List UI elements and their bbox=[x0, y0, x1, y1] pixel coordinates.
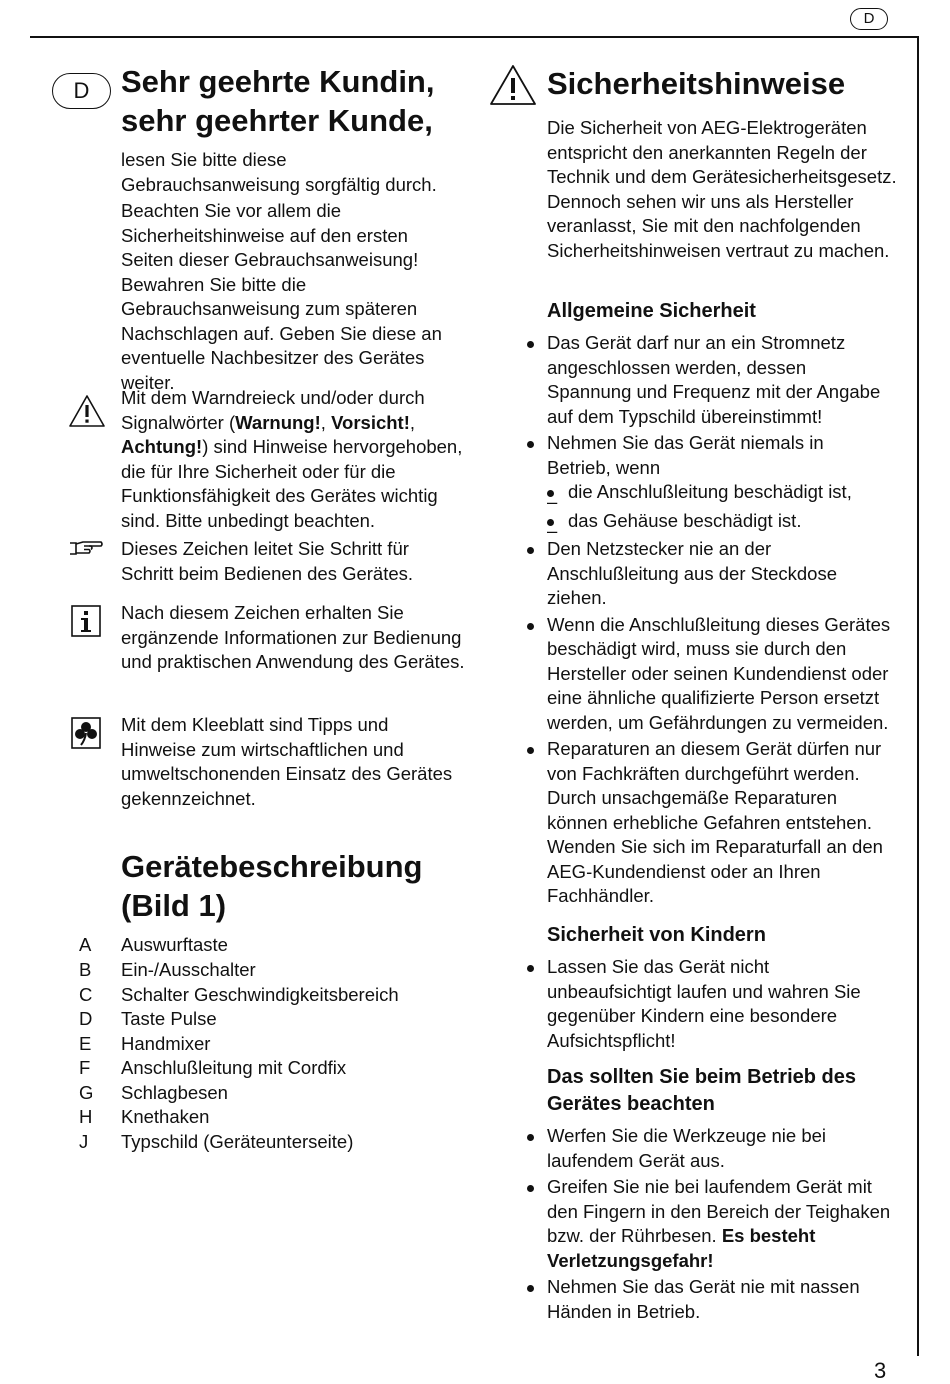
pointing-hand-icon bbox=[69, 539, 103, 557]
warning-triangle-icon bbox=[68, 394, 106, 428]
part-label: Auswurftaste bbox=[121, 934, 228, 955]
top-rule bbox=[30, 36, 919, 38]
list-item: – das Gehäuse beschädigt ist. bbox=[547, 509, 892, 534]
warning-symbol-text: Mit dem Warndreieck und/oder durch Signalwörter (Warnung!, Vorsicht!, Achtung!) sind Hinweise hervorgehoben, die für Ihre Sicherheit oder für die Funktionsfähigkeit des Gerätes wichtig sind. Bitte unbedingt beachten. bbox=[121, 387, 463, 531]
part-row bbox=[79, 933, 228, 958]
language-badge: D bbox=[52, 73, 111, 109]
list-item: Das Gerät darf nur an ein Stromnetz angeschlossen werden, dessen Spannung und Frequenz mit der Angabe auf dem Typschild übereinstimmt! bbox=[547, 331, 892, 429]
list-item: Reparaturen an diesem Gerät dürfen nur von Fachkräften durchgeführt werden. Durch unsachgemäße Reparaturen können erhebliche Gefahren entstehen. Wenden Sie sich im Reparaturfall an den AEG-Kundendienst oder an Ihren Fachhändler. bbox=[547, 737, 892, 909]
language-badge-top: D bbox=[850, 8, 888, 30]
safety-intro: Die Sicherheit von AEG-Elektrogeräten entspricht den anerkannten Regeln der Technik und dem Gerätesicherheitsgesetz. Dennoch sehen wir uns als Hersteller veranlasst, Sie mit den nachfolgenden Sicherheitshinweisen vertraut zu machen. bbox=[547, 117, 897, 261]
part-letter: H bbox=[79, 1106, 93, 1127]
part-row bbox=[79, 1081, 228, 1106]
operation-heading: Das sollten Sie beim Betrieb des Gerätes beachten bbox=[547, 1066, 856, 1115]
intro-paragraph-2: Beachten Sie vor allem die Sicherheitshinweise auf den ersten Seiten dieser Gebrauchsanweisung! Bewahren Sie bitte die Gebrauchsanweisung zum späteren Nachschlagen auf. Geben Sie diese an eventuelle Nachbesitzer des Gerätes weiter. bbox=[121, 200, 442, 393]
intro-paragraph-1: lesen Sie bitte diese Gebrauchsanweisung sorgfältig durch. bbox=[121, 149, 437, 195]
child-safety-heading: Sicherheit von Kindern bbox=[547, 924, 766, 946]
damage-conditions-list bbox=[547, 480, 892, 533]
list-item: Werfen Sie die Werkzeuge nie bei laufendem Gerät aus. bbox=[547, 1124, 892, 1173]
part-label: Schlagbesen bbox=[121, 1082, 228, 1103]
list-item: Wenn die Anschlußleitung dieses Gerätes beschädigt wird, muss sie durch den Hersteller oder seinen Kundendienst oder eine ähnliche qualifizierte Person ersetzt werden, um Gefährdungen zu vermeiden. bbox=[547, 613, 892, 736]
part-letter: E bbox=[79, 1033, 92, 1054]
cloverleaf-icon bbox=[71, 717, 101, 749]
part-label: Taste Pulse bbox=[121, 1008, 217, 1029]
part-row bbox=[79, 1105, 209, 1130]
part-row bbox=[79, 958, 256, 983]
step-symbol-text: Dieses Zeichen leitet Sie Schritt für Schritt beim Bedienen des Gerätes. bbox=[121, 538, 414, 584]
operation-list bbox=[547, 1124, 892, 1326]
part-label: Anschlußleitung mit Cordfix bbox=[121, 1057, 347, 1078]
part-letter: A bbox=[79, 934, 92, 955]
list-item: – die Anschlußleitung beschädigt ist, bbox=[547, 480, 892, 505]
part-label: Knethaken bbox=[121, 1106, 210, 1127]
part-letter: C bbox=[79, 984, 93, 1005]
part-row bbox=[79, 1007, 217, 1032]
part-row bbox=[79, 1130, 353, 1155]
safety-warning-icon bbox=[489, 64, 537, 106]
part-label: Ein-/Ausschalter bbox=[121, 959, 256, 980]
child-safety-list bbox=[547, 955, 892, 1055]
cloverleaf-symbol-text: Mit dem Kleeblatt sind Tipps und Hinweise zum wirtschaftlichen und umweltschonenden Einsatz des Gerätes gekennzeichnet. bbox=[121, 714, 453, 809]
part-letter: J bbox=[79, 1131, 89, 1152]
info-icon bbox=[71, 605, 101, 637]
part-row bbox=[79, 1032, 210, 1057]
part-letter: G bbox=[79, 1082, 94, 1103]
part-label: Handmixer bbox=[121, 1033, 211, 1054]
part-letter: D bbox=[79, 1008, 93, 1029]
description-title: Gerätebeschreibung (Bild 1) bbox=[121, 849, 423, 923]
list-item: Lassen Sie das Gerät nicht unbeaufsichtigt laufen und wahren Sie gegenüber Kindern eine besondere Aufsichtspflicht! bbox=[547, 955, 892, 1053]
info-symbol-text: Nach diesem Zeichen erhalten Sie ergänzende Informationen zur Bedienung und praktischen Anwendung des Gerätes. bbox=[121, 602, 465, 672]
general-safety-heading: Allgemeine Sicherheit bbox=[547, 300, 756, 322]
part-letter: B bbox=[79, 959, 92, 980]
general-safety-list bbox=[547, 331, 892, 911]
list-item: Nehmen Sie das Gerät nie mit nassen Händen in Betrieb. bbox=[547, 1275, 892, 1324]
right-rule bbox=[917, 36, 919, 1356]
list-item: Greifen Sie nie bei laufendem Gerät mit den Fingern in den Bereich der Teighaken bzw. der Rührbesen. Es besteht Verletzungsgefahr! bbox=[547, 1175, 892, 1273]
list-item: Nehmen Sie das Gerät niemals in Betrieb, wenn – die Anschlußleitung beschädigt ist, – das Gehäuse beschädigt ist. bbox=[547, 431, 892, 533]
part-letter: F bbox=[79, 1057, 91, 1078]
part-label: Schalter Geschwindigkeitsbereich bbox=[121, 984, 399, 1005]
part-row bbox=[79, 1056, 346, 1081]
page-number: 3 bbox=[874, 1358, 887, 1383]
part-row bbox=[79, 983, 399, 1008]
list-item: Den Netzstecker nie an der Anschlußleitung aus der Steckdose ziehen. bbox=[547, 537, 892, 611]
greeting-title: Sehr geehrte Kundin, sehr geehrter Kunde, bbox=[121, 64, 435, 138]
part-label: Typschild (Geräteunterseite) bbox=[121, 1131, 354, 1152]
safety-title: Sicherheitshinweise bbox=[547, 66, 846, 101]
